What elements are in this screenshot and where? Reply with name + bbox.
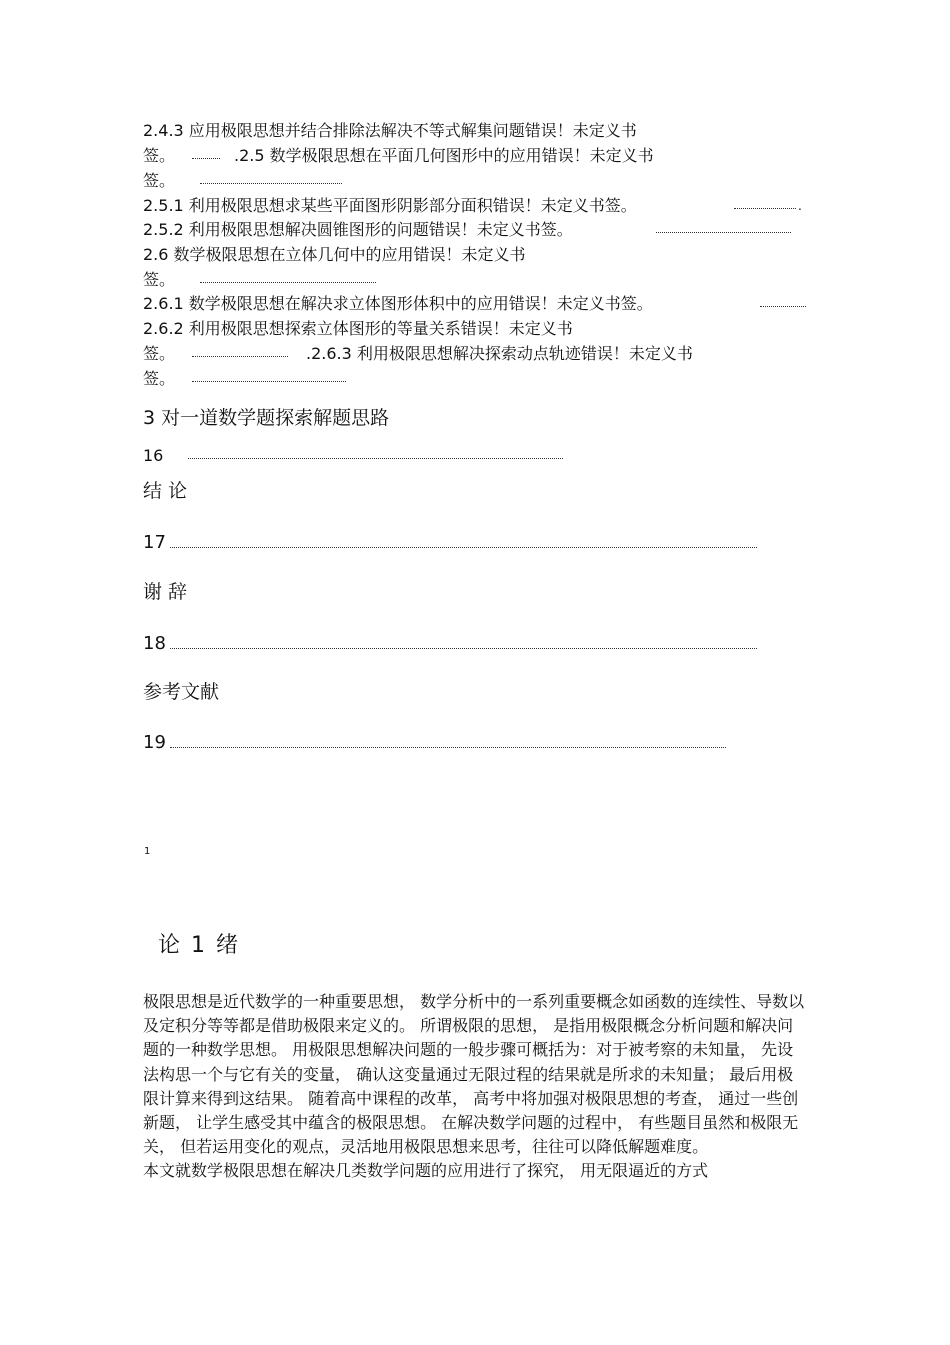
body-text-continued: 本文就数学极限思想在解决几类数学问题的应用进行了探究， 用无限逼近的方式 bbox=[143, 1161, 709, 1181]
toc-leader-dots bbox=[170, 648, 757, 649]
toc-leader-dots bbox=[192, 356, 288, 357]
toc-leader-dots bbox=[188, 458, 563, 459]
toc-page-number: 19 bbox=[143, 732, 166, 753]
toc-line-2-6-2[interactable]: 2.6.2 利用极限思想探索立体图形的等量关系错误！未定义书 bbox=[143, 319, 573, 338]
toc-line-2-5[interactable]: .2.5 数学极限思想在平面几何图形中的应用错误！未定义书 bbox=[234, 146, 654, 165]
toc-heading-3[interactable]: 3 对一道数学题探索解题思路 bbox=[143, 407, 390, 429]
toc-end-mark: . bbox=[798, 199, 802, 213]
toc-leader-dots bbox=[192, 158, 220, 159]
toc-leader-dots bbox=[734, 208, 796, 209]
toc-leader-dots bbox=[170, 547, 757, 548]
toc-line-2-5-1[interactable]: 2.5.1 利用极限思想求某些平面图形阴影部分面积错误！未定义书签。 bbox=[143, 196, 637, 215]
toc-page-number: 16 bbox=[143, 446, 164, 465]
toc-leader-dots bbox=[170, 747, 726, 748]
toc-leader-dots bbox=[760, 306, 806, 307]
toc-leader-dots bbox=[200, 183, 342, 184]
toc-page-number: 18 bbox=[143, 633, 166, 654]
toc-heading-conclusion[interactable]: 结 论 bbox=[143, 480, 188, 502]
toc-line-2-6[interactable]: 2.6 数学极限思想在立体几何中的应用错误！未定义书 bbox=[143, 245, 526, 264]
chapter-title: 论 1 绪 bbox=[158, 933, 240, 958]
toc-line-2-6-1[interactable]: 2.6.1 数学极限思想在解决求立体图形体积中的应用错误！未定义书签。 bbox=[143, 294, 653, 313]
toc-suffix: 签。 bbox=[143, 270, 176, 289]
toc-suffix: 签。 bbox=[143, 369, 176, 388]
toc-suffix: 签。 bbox=[143, 171, 176, 190]
body-text: 极限思想是近代数学的一种重要思想， 数学分析中的一系列重要概念如函数的连续性、导数以及定积分等等都是借助极限来定义的。 所谓极限的思想， 是指用极限概念分析问题和解决问题的一种数学思想。 用极限思想解决问题的一般步骤可概括为：对于被考察的未知量， 先设法构思一个与它有关的变量， 确认这变量通过无限过程的结果就是所求的未知量； 最后用极限计算来得到这结果。 随着高中课程的改革， 高考中将加强对极限思想的考查， 通过一些创新题， 让学生感受其中蕴含的极限思想。 在解决数学问题的过程中， 有些题目虽然和极限无关， 但若运用变化的观点，灵活地用极限思想来思考，往往可以降低解题难度。 bbox=[143, 992, 805, 1157]
toc-line-2-4-3[interactable]: 2.4.3 应用极限思想并结合排除法解决不等式解集问题错误！未定义书 bbox=[143, 121, 637, 140]
page-number: 1 bbox=[144, 846, 151, 857]
toc-suffix: 签。 bbox=[143, 344, 176, 363]
toc-heading-acknowledgements[interactable]: 谢 辞 bbox=[143, 581, 188, 603]
toc-heading-references[interactable]: 参考文献 bbox=[143, 681, 220, 703]
toc-suffix: 签。 bbox=[143, 146, 176, 165]
body-paragraph bbox=[143, 990, 807, 1184]
toc-leader-dots bbox=[200, 282, 376, 283]
toc-line-2-5-2[interactable]: 2.5.2 利用极限思想解决圆锥图形的问题错误！未定义书签。 bbox=[143, 220, 573, 239]
toc-leader-dots bbox=[656, 232, 791, 233]
toc-page-number: 17 bbox=[143, 532, 166, 553]
toc-line-2-6-3[interactable]: .2.6.3 利用极限思想解决探索动点轨迹错误！未定义书 bbox=[306, 344, 693, 363]
toc-leader-dots bbox=[192, 381, 346, 382]
